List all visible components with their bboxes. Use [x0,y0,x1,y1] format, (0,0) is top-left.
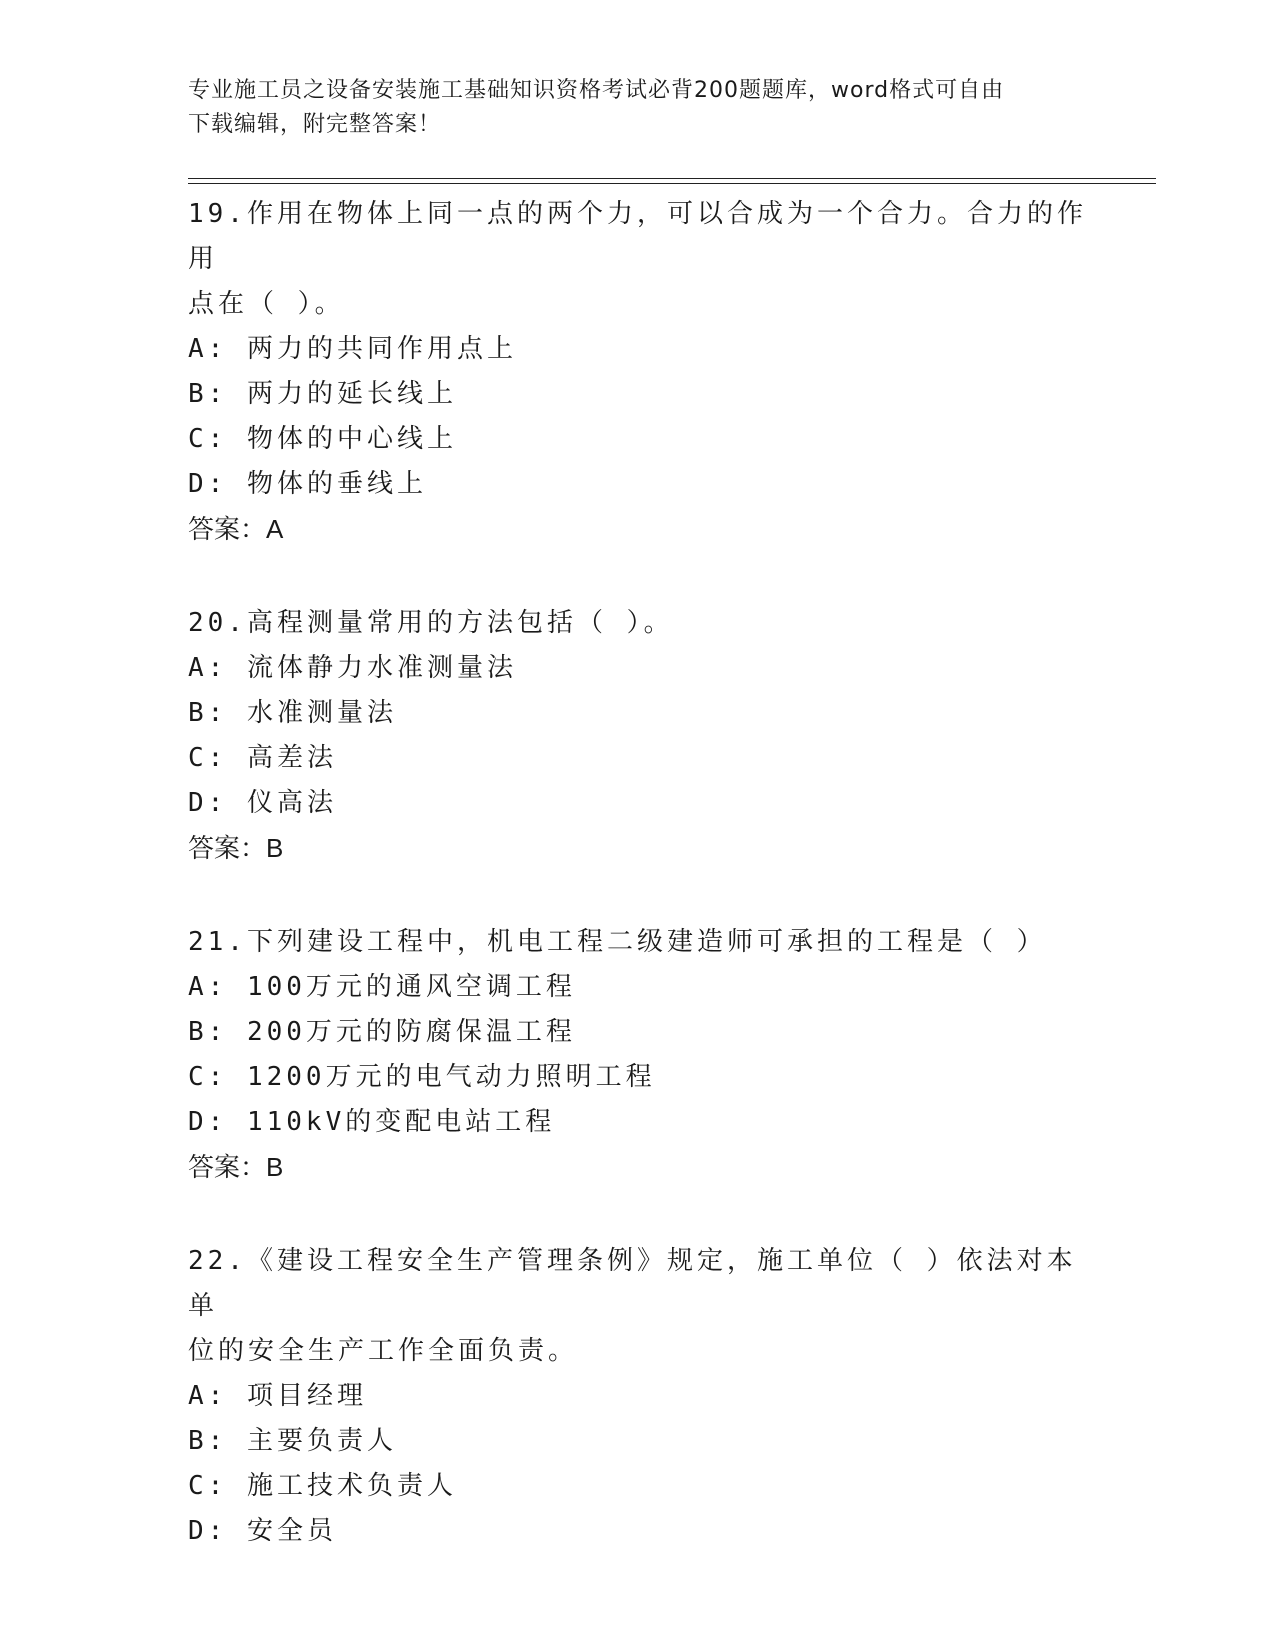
option-d: D: 110kV的变配电站工程 [188,1107,556,1137]
question-stem-line-1: 19.作用在物体上同一点的两个力，可以合成为一个合力。合力的作用 [188,199,1087,274]
option-c: C: 物体的中心线上 [188,424,457,454]
option-b: B: 水准测量法 [188,698,397,728]
option-b: B: 200万元的防腐保温工程 [188,1017,576,1047]
option-b: B: 两力的延长线上 [188,379,457,409]
header-title-line-2: 下载编辑，附完整答案！ [188,112,442,137]
question-stem-line-2: 点在（ ）。 [188,289,345,319]
option-a: A: 两力的共同作用点上 [188,334,517,364]
header-title-line-1: 专业施工员之设备安装施工基础知识资格考试必背200题题库，word格式可自由 [188,78,1005,103]
question-stem-line-1: 22.《建设工程安全生产管理条例》规定，施工单位（ ）依法对本单 [188,1246,1077,1321]
question-22 [188,1237,1088,1554]
option-c: C: 1200万元的电气动力照明工程 [188,1062,656,1092]
answer: 答案：B [188,833,284,863]
answer: 答案：A [188,514,284,544]
question-list [188,190,1088,1601]
header-divider-top [188,178,1156,179]
question-19 [188,190,1088,552]
option-b: B: 主要负责人 [188,1426,397,1456]
document-header [188,74,1068,142]
header-divider-bottom [188,183,1156,184]
question-21 [188,918,1088,1190]
question-stem-line-1: 21.下列建设工程中，机电工程二级建造师可承担的工程是（ ） [188,927,1047,957]
question-stem-line-1: 20.高程测量常用的方法包括（ ）。 [188,608,674,638]
option-a: A: 流体静力水准测量法 [188,653,517,683]
question-20 [188,599,1088,871]
option-d: D: 安全员 [188,1516,337,1546]
option-d: D: 仪高法 [188,788,337,818]
answer: 答案：B [188,1152,284,1182]
option-d: D: 物体的垂线上 [188,469,427,499]
question-stem-line-2: 位的安全生产工作全面负责。 [188,1336,579,1366]
option-a: A: 100万元的通风空调工程 [188,972,576,1002]
option-c: C: 高差法 [188,743,337,773]
option-c: C: 施工技术负责人 [188,1471,457,1501]
option-a: A: 项目经理 [188,1381,367,1411]
